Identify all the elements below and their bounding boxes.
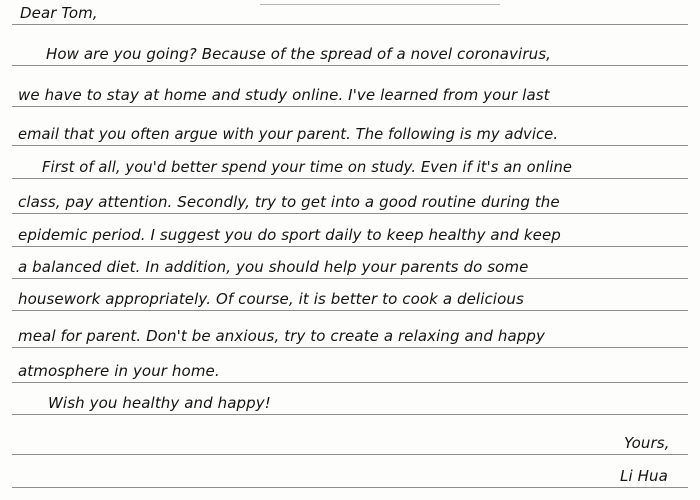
letter-line-closing: [12, 424, 688, 455]
letter-line-signature: [12, 457, 688, 488]
letter-line-7: [12, 248, 688, 279]
letter-line-5: [12, 183, 688, 214]
letter-line-3: [12, 115, 688, 146]
letter-text-line: epidemic period. I suggest you do sport daily to keep healthy and keep: [18, 226, 561, 244]
letter-line-10: [12, 352, 688, 383]
letter-greeting: Dear Tom,: [20, 4, 98, 22]
letter-text-line: housework appropriately. Of course, it is better to cook a delicious: [18, 290, 524, 308]
letter-text-line: email that you often argue with your parent. The following is my advice.: [18, 125, 559, 143]
letter-text-line: class, pay attention. Secondly, try to get into a good routine during the: [18, 193, 560, 211]
letter-wish: Wish you healthy and happy!: [48, 394, 271, 412]
letter-line-greeting: [12, 0, 688, 25]
letter-text-line: atmosphere in your home.: [18, 362, 220, 380]
letter-line-1: [12, 35, 688, 66]
letter-line-8: [12, 280, 688, 311]
letter-line-4: [12, 148, 688, 179]
letter-closing: Yours,: [624, 434, 670, 452]
letter-signature: Li Hua: [620, 467, 668, 485]
letter-line-2: [12, 76, 688, 107]
letter-text-line: we have to stay at home and study online. I've learned from your last: [18, 86, 550, 104]
letter-text-line: meal for parent. Don't be anxious, try to create a relaxing and happy: [18, 327, 545, 345]
letter-line-9: [12, 317, 688, 348]
letter-text-line: a balanced diet. In addition, you should help your parents do some: [18, 258, 529, 276]
letter-text-line: First of all, you'd better spend your time on study. Even if it's an online: [42, 158, 573, 176]
letter-line-6: [12, 216, 688, 247]
letter-text-line: How are you going? Because of the spread of a novel coronavirus,: [46, 45, 551, 63]
letter-line-wish: [12, 384, 688, 415]
